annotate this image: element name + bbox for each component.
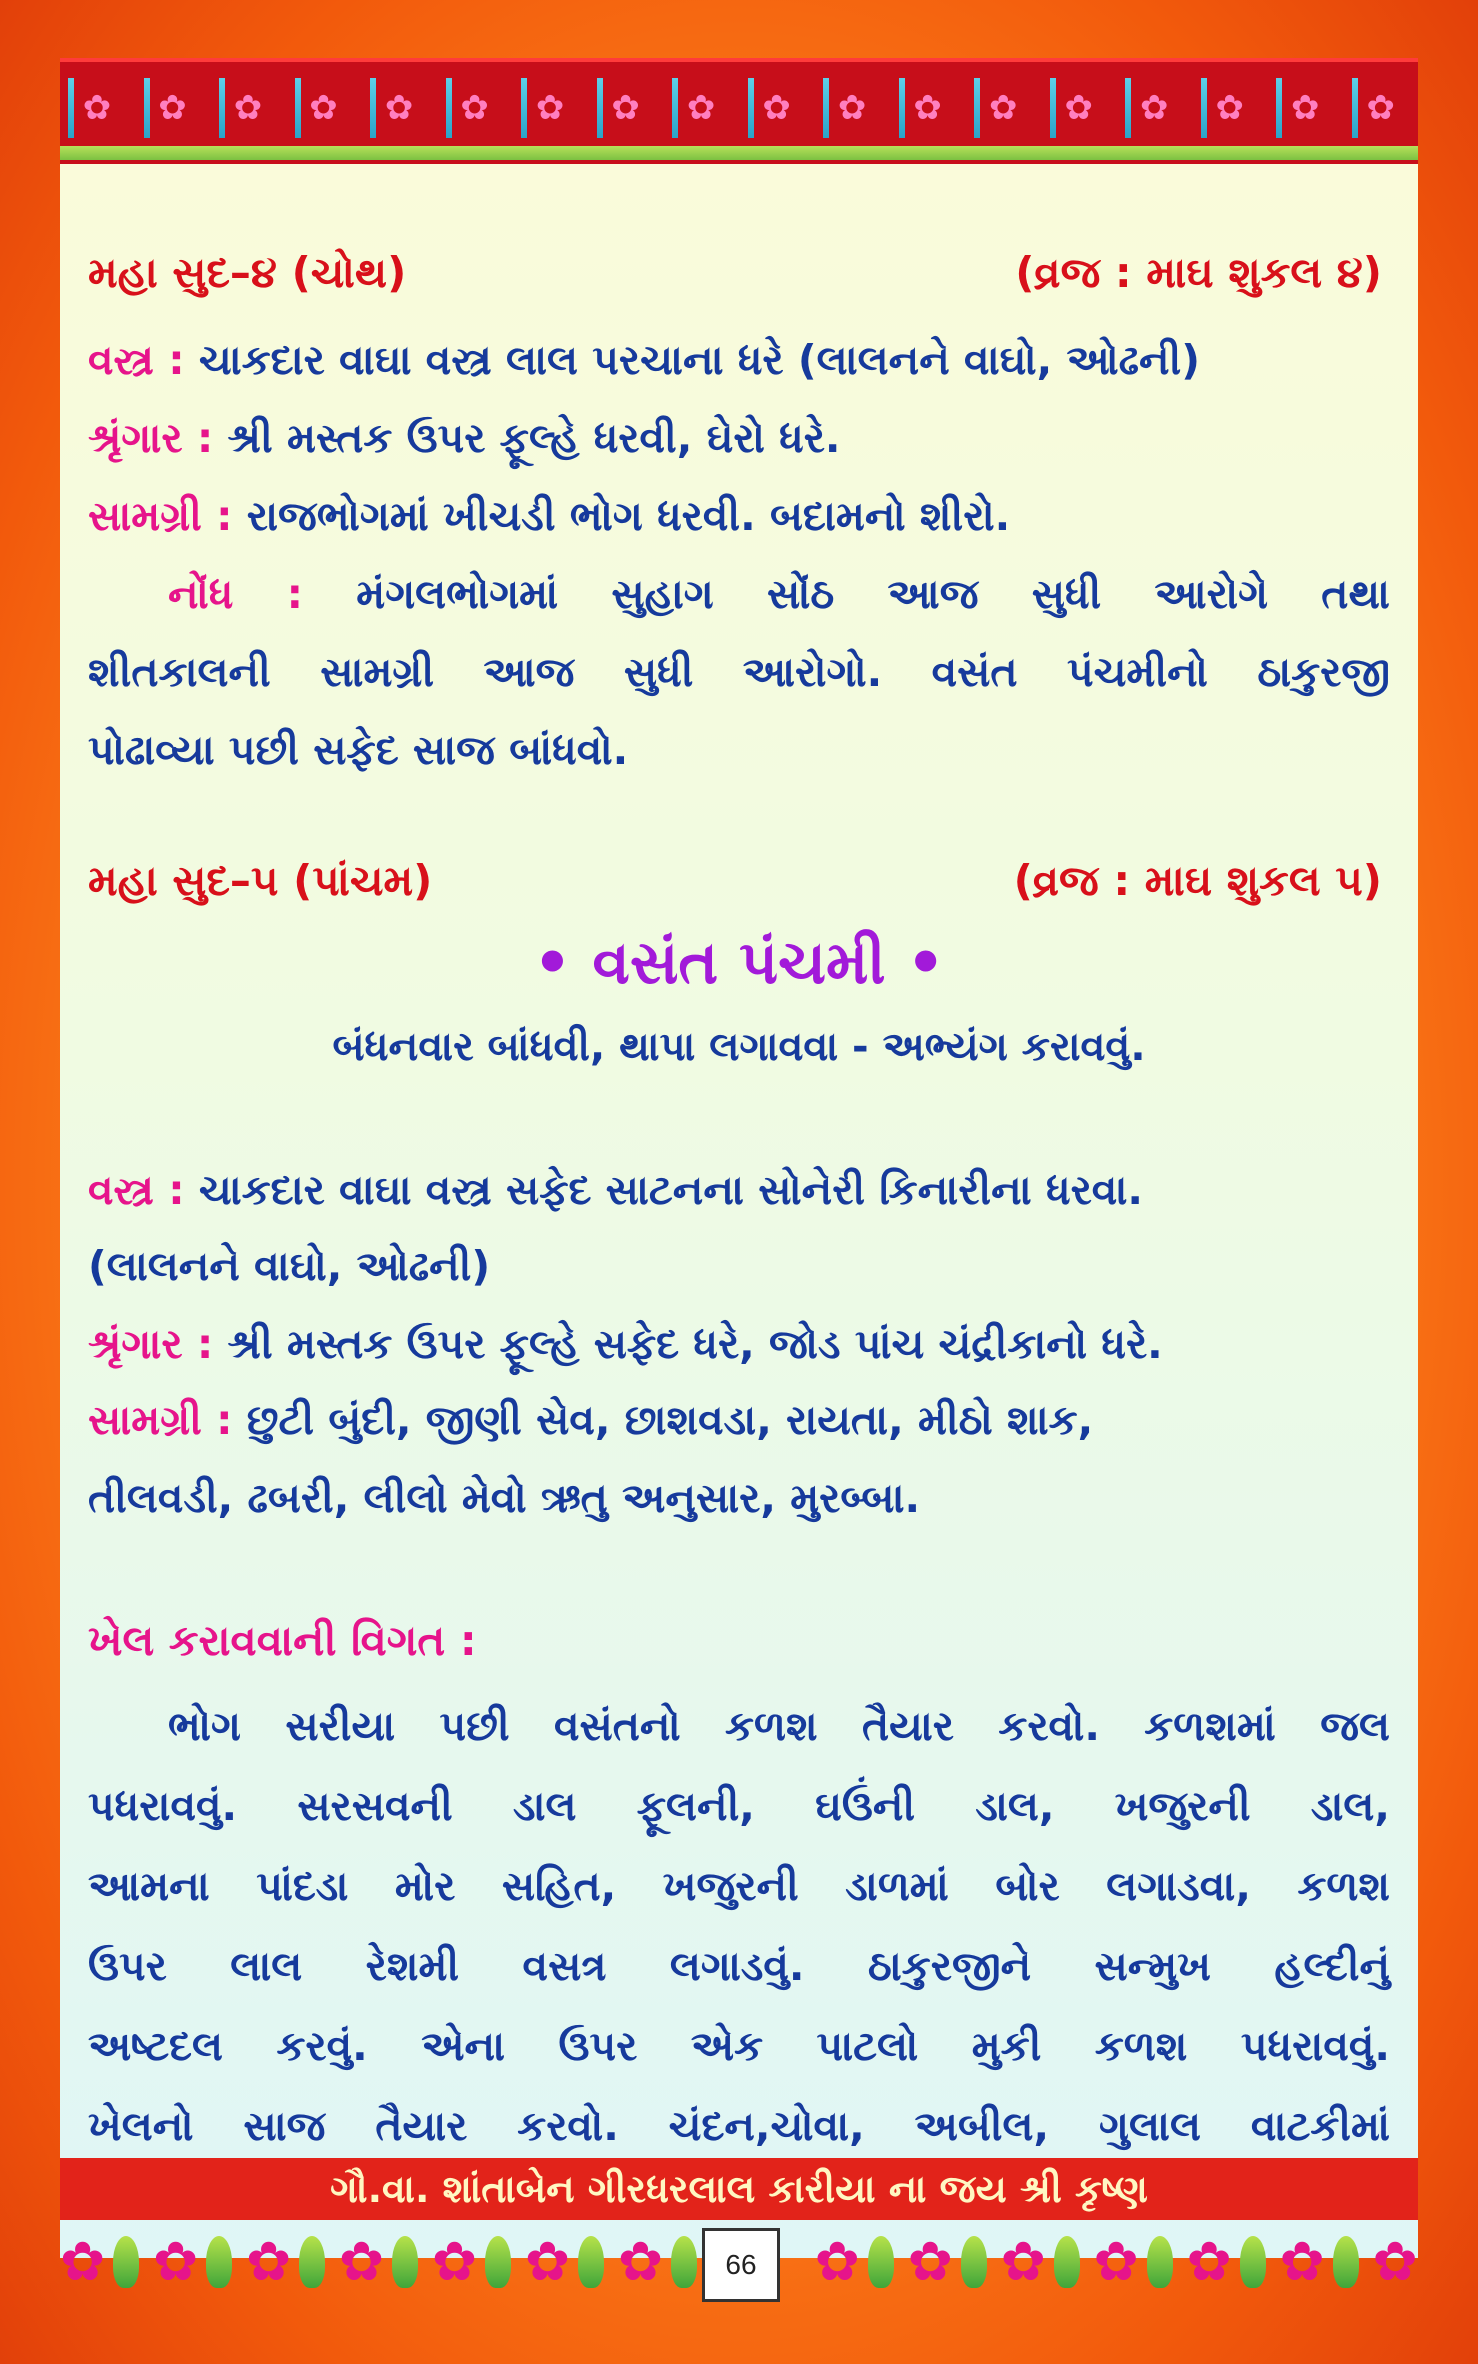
flower-icon: ✿ xyxy=(1000,2230,1046,2293)
flower-icon: ✿ xyxy=(295,78,353,138)
khel-line: ભોગ સરીયા પછી વસંતનો કળશ તૈયાર કરવો. કળશમાં જલ xyxy=(168,1702,1390,1750)
samagri-label: સામગ્રી : xyxy=(88,492,233,540)
leaf-icon xyxy=(485,2236,511,2288)
section2-samagri xyxy=(88,1396,1390,1445)
flower-icon: ✿ xyxy=(823,78,881,138)
flower-icon: ✿ xyxy=(1352,78,1410,138)
khel-line: ખેલનો સાજ તૈયાર કરવો. ચંદન,ચોવા, અબીલ, ગુલાલ વાટકીમાં xyxy=(88,2102,1390,2150)
flower-icon: ✿ xyxy=(814,2230,860,2293)
flower-icon: ✿ xyxy=(245,2230,292,2293)
flower-icon: ✿ xyxy=(521,78,579,138)
section1-heading: મહા સુદ–૪ (ચોથ) xyxy=(88,248,407,297)
vastra-label: વસ્ત્ર : xyxy=(88,1166,185,1214)
flower-icon: ✿ xyxy=(617,2230,664,2293)
flower-icon: ✿ xyxy=(1125,78,1183,138)
leaf-icon xyxy=(868,2236,894,2288)
khel-line: અષ્ટદલ કરવું. એના ઉપર એક પાટલો મુકી કળશ પધરાવવું. xyxy=(88,2022,1390,2070)
flower-icon: ✿ xyxy=(1201,78,1259,138)
page-panel xyxy=(60,58,1418,2258)
dedication-banner: ગૌ.વા. શાંતાબેન ગીરધરલાલ કારીયા ના જય શ્રી કૃષ્ણ xyxy=(60,2158,1418,2220)
flower-icon: ✿ xyxy=(1186,2230,1232,2293)
leaf-icon xyxy=(113,2236,139,2288)
leaf-icon xyxy=(1054,2236,1080,2288)
nondh-text: મંગલભોગમાં સુહાગ સોંઠ આજ સુધી આરોગે તથા xyxy=(303,570,1390,618)
flower-icon: ✿ xyxy=(672,78,730,138)
leaf-icon xyxy=(1147,2236,1173,2288)
section1-heading-right: (વ્રજ : માઘ શુકલ ૪) xyxy=(1015,248,1382,297)
section3-heading: ખેલ કરાવવાની વિગત : xyxy=(88,1616,477,1665)
flower-icon: ✿ xyxy=(1372,2230,1418,2293)
leaf-icon xyxy=(206,2236,232,2288)
shringar-label: શ્રૃંગાર : xyxy=(88,414,214,462)
leaf-icon xyxy=(578,2236,604,2288)
samagri-text: છુટી બુંદી, જીણી સેવ, છાશવડા, રાયતા, મીઠો શાક, xyxy=(232,1396,1094,1444)
flower-icon: ✿ xyxy=(748,78,806,138)
section1-nondh-line3: પોઢાવ્યા પછી સફેદ સાજ બાંધવો. xyxy=(88,726,629,774)
section1-samagri xyxy=(88,492,1390,541)
flower-icon: ✿ xyxy=(152,2230,199,2293)
leaf-icon xyxy=(1333,2236,1359,2288)
shringar-text: શ્રી મસ્તક ઉપર ફૂલ્હે ધરવી, ઘેરો ધરે. xyxy=(213,414,841,462)
section2-vastra-line2: (લાલનને વાઘો, ઓઢની) xyxy=(88,1242,491,1290)
section2-heading: મહા સુદ–૫ (પાંચમ) xyxy=(88,856,433,905)
khel-line: પધરાવવું. સરસવની ડાલ ફૂલની, ઘઉંની ડાલ, ખજુરની ડાલ, xyxy=(88,1782,1390,1830)
flower-icon: ✿ xyxy=(144,78,202,138)
shringar-label: શ્રૃંગાર : xyxy=(88,1320,214,1368)
flower-icon: ✿ xyxy=(60,2230,106,2293)
khel-line: ઉપર લાલ રેશમી વસત્ર લગાડવું. ઠાકુરજીને સન્મુખ હલ્દીનું xyxy=(88,1942,1390,1990)
flower-icon: ✿ xyxy=(974,78,1032,138)
leaf-icon xyxy=(961,2236,987,2288)
top-decorative-border xyxy=(60,58,1418,164)
flower-icon: ✿ xyxy=(1093,2230,1139,2293)
flower-icon: ✿ xyxy=(219,78,277,138)
section2-samagri-line2: તીલવડી, ઢબરી, લીલો મેવો ઋતુ અનુસાર, મુરબ્બા. xyxy=(88,1474,921,1522)
nondh-label: નોંધ : xyxy=(168,570,304,618)
flower-icon: ✿ xyxy=(1279,2230,1325,2293)
flower-icon: ✿ xyxy=(68,78,126,138)
flower-icon: ✿ xyxy=(370,78,428,138)
leaf-icon xyxy=(299,2236,325,2288)
vastra-text: ચાકદાર વાઘા વસ્ત્ર સફેદ સાટનના સોનેરી કિનારીના ધરવા. xyxy=(184,1166,1143,1214)
khel-line: આમના પાંદડા મોર સહિત, ખજુરની ડાળમાં બોર લગાડવા, કળશ xyxy=(88,1862,1390,1910)
shringar-text: શ્રી મસ્તક ઉપર ફૂલ્હે સફેદ ધરે, જોડ પાંચ ચંદ્રીકાનો ધરે. xyxy=(213,1320,1163,1368)
section2-heading-row xyxy=(88,856,1390,906)
flower-icon: ✿ xyxy=(524,2230,571,2293)
section1-heading-row xyxy=(88,248,1390,298)
section1-nondh-line2: શીતકાલની સામગ્રી આજ સુધી આરોગો. વસંત પંચમીનો ઠાકુરજી xyxy=(88,648,1390,696)
section1-vastra xyxy=(88,336,1390,385)
leaf-icon xyxy=(671,2236,697,2288)
vastra-label: વસ્ત્ર : xyxy=(88,336,185,384)
section2-heading-right: (વ્રજ : માઘ શુકલ ૫) xyxy=(1013,856,1382,905)
vastra-text: ચાકદાર વાઘા વસ્ત્ર લાલ પરચાના ધરે (લાલનને વાઘો, ઓઢની) xyxy=(184,336,1201,384)
section1-shringar xyxy=(88,414,1390,463)
flower-icon: ✿ xyxy=(1276,78,1334,138)
green-divider xyxy=(60,146,1418,160)
samagri-text: રાજભોગમાં ખીચડી ભોગ ધરવી. બદામનો શીરો. xyxy=(232,492,1011,540)
flower-icon: ✿ xyxy=(1050,78,1108,138)
section1-nondh-line1 xyxy=(88,570,1390,619)
flower-icon: ✿ xyxy=(446,78,504,138)
festival-title: • વસંત પંચમી • xyxy=(533,928,945,998)
flower-icon: ✿ xyxy=(431,2230,478,2293)
section2-vastra xyxy=(88,1166,1390,1215)
samagri-label: સામગ્રી : xyxy=(88,1396,233,1444)
flower-icon: ✿ xyxy=(338,2230,385,2293)
festival-subtitle: બંધનવાર બાંધવી, થાપા લગાવવા - અભ્યંગ કરાવવું. xyxy=(332,1024,1146,1070)
page-number: 66 xyxy=(702,2228,780,2302)
flower-tile-row xyxy=(68,78,1410,138)
leaf-icon xyxy=(1240,2236,1266,2288)
flower-icon: ✿ xyxy=(907,2230,953,2293)
flower-icon: ✿ xyxy=(899,78,957,138)
section2-shringar xyxy=(88,1320,1390,1369)
leaf-icon xyxy=(392,2236,418,2288)
flower-icon: ✿ xyxy=(597,78,655,138)
